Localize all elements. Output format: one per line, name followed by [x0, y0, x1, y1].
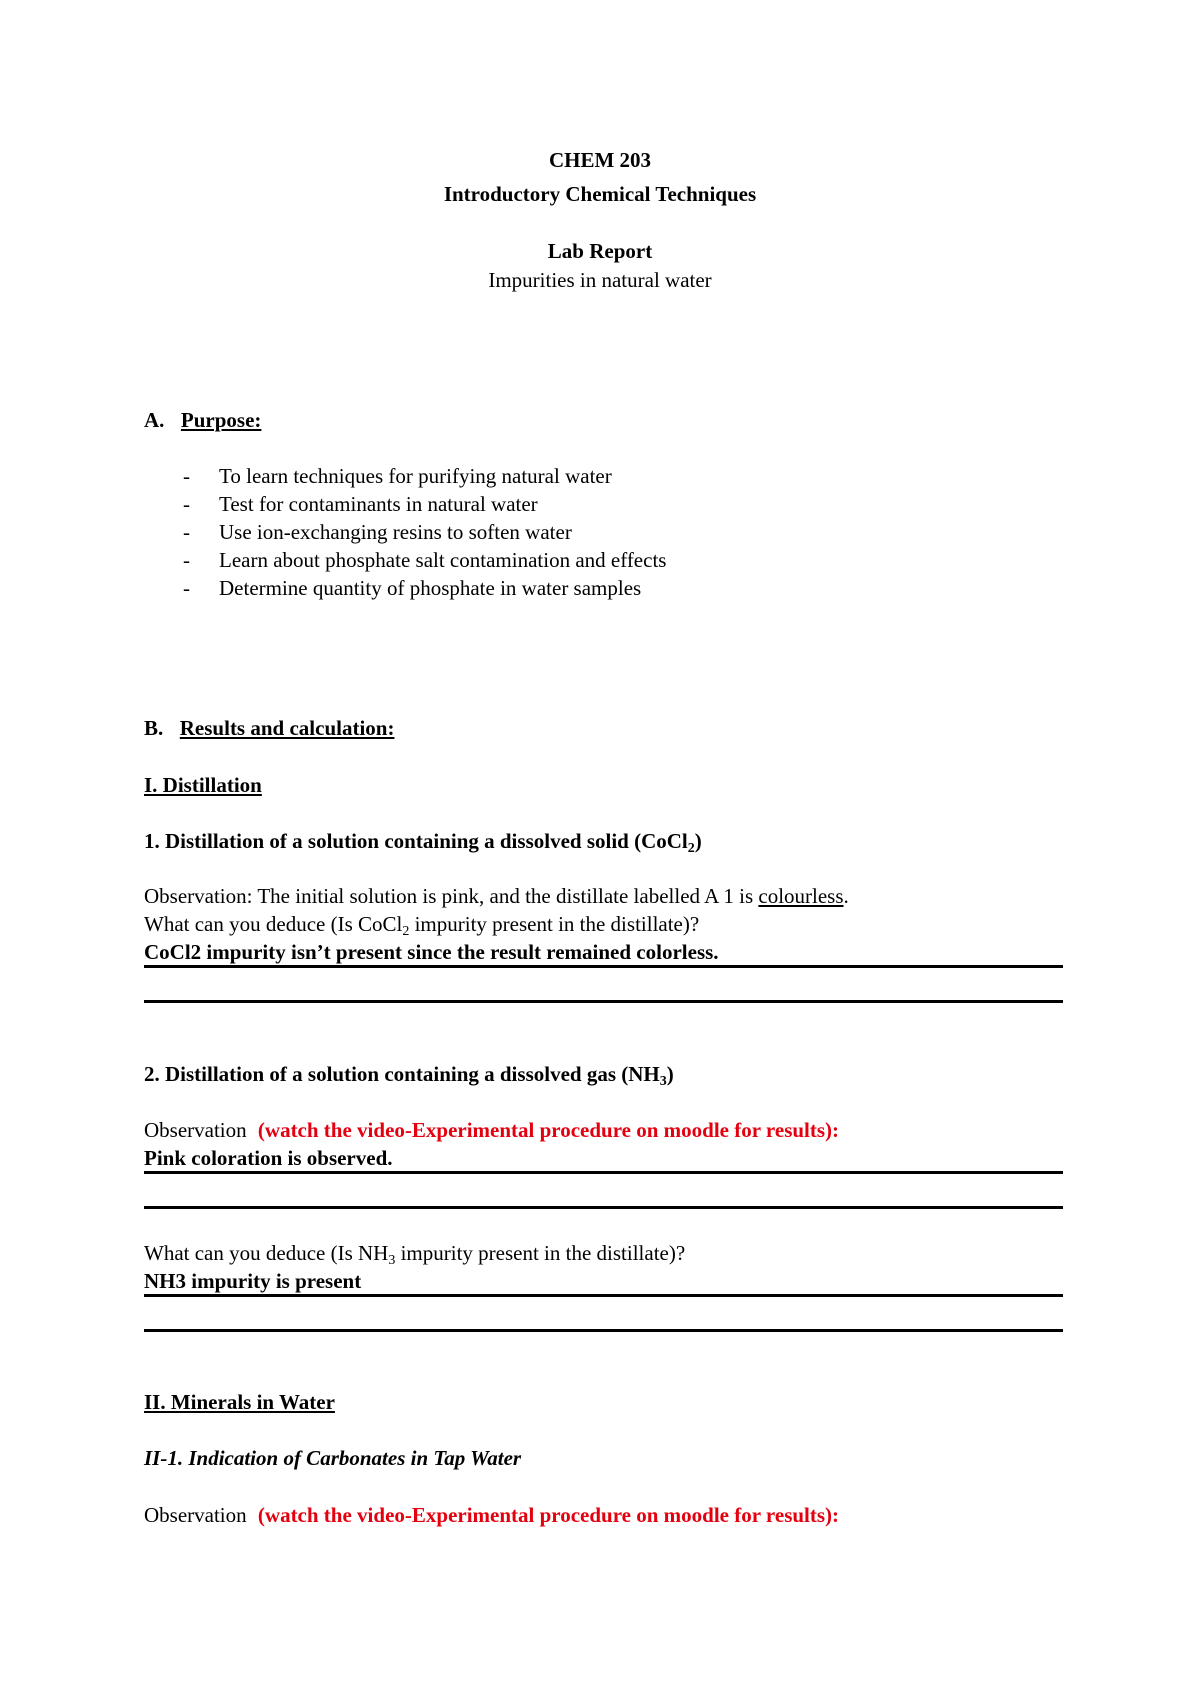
part2-title-text: 2. Distillation of a solution containing a dissolved gas (NH: [144, 1062, 660, 1086]
purpose-item: [183, 550, 666, 571]
part1-observation-text: Observation: The initial solution is pink, and the distillate labelled A 1 is: [144, 884, 759, 908]
part2-observation: [144, 1120, 839, 1141]
part2-title-sub: 3: [659, 1074, 667, 1089]
part2-observation-label: Observation: [144, 1118, 252, 1142]
answer-line: [144, 1294, 1063, 1297]
part1-observation-suffix: .: [843, 884, 849, 908]
minerals-observation: [144, 1505, 839, 1526]
part1-observation-underlined: colourless: [758, 884, 844, 908]
course-code: CHEM 203: [548, 148, 652, 172]
bullet-dash: -: [183, 464, 190, 488]
answer-line: [144, 1000, 1063, 1003]
answer-line: [144, 965, 1063, 968]
part1-title: [144, 831, 702, 856]
part1-title-text: 1. Distillation of a solution containing a dissolved solid (CoCl: [144, 829, 688, 853]
section-a-title: Purpose:: [180, 408, 262, 432]
part1-question: [144, 914, 699, 939]
bullet-dash: -: [183, 492, 190, 516]
part2-question-suffix: impurity present in the distillate)?: [395, 1241, 686, 1265]
part1-title-sub: 2: [687, 841, 695, 856]
section-a-letter: A.: [144, 408, 165, 432]
section-b-letter: B.: [144, 716, 164, 740]
purpose-item-text: Determine quantity of phosphate in water samples: [219, 576, 642, 600]
part1-question-suffix: impurity present in the distillate)?: [409, 912, 700, 936]
section-b-heading: [144, 718, 394, 739]
section-b-title: Results and calculation:: [179, 716, 395, 740]
part1-answer: CoCl2 impurity isn’t present since the result remained colorless.: [144, 940, 719, 964]
purpose-item: [183, 466, 612, 487]
report-topic: Impurities in natural water: [488, 268, 712, 292]
part2-question-text: What can you deduce (Is NH: [144, 1241, 389, 1265]
section-a-heading: [144, 410, 261, 431]
answer-line: [144, 1171, 1063, 1174]
distillation-heading: I. Distillation: [144, 773, 262, 797]
part1-title-suffix: ): [694, 829, 702, 853]
answer-line: [144, 1329, 1063, 1332]
purpose-item-text: Learn about phosphate salt contamination and effects: [219, 548, 667, 572]
purpose-item-text: Test for contaminants in natural water: [219, 492, 538, 516]
part1-question-text: What can you deduce (Is CoCl: [144, 912, 403, 936]
part2-answer: NH3 impurity is present: [144, 1269, 362, 1293]
answer-line: [144, 1206, 1063, 1209]
bullet-dash: -: [183, 576, 190, 600]
report-type: Lab Report: [547, 239, 653, 263]
purpose-item: [183, 522, 572, 543]
purpose-item: [183, 578, 641, 599]
purpose-item-text: Use ion-exchanging resins to soften water: [219, 520, 572, 544]
part2-observation-note: (watch the video-Experimental procedure on moodle for results):: [257, 1118, 840, 1142]
part2-observation-answer: Pink coloration is observed.: [144, 1146, 393, 1170]
bullet-dash: -: [183, 548, 190, 572]
bullet-dash: -: [183, 520, 190, 544]
part2-question-sub: 3: [388, 1253, 396, 1268]
purpose-item-text: To learn techniques for purifying natural water: [219, 464, 612, 488]
part1-observation: [144, 886, 849, 907]
part2-title-suffix: ): [666, 1062, 674, 1086]
part2-title: [144, 1064, 674, 1089]
minerals-observation-label: Observation: [144, 1503, 252, 1527]
purpose-item: [183, 494, 538, 515]
course-title: Introductory Chemical Techniques: [443, 182, 757, 206]
minerals-observation-note: (watch the video-Experimental procedure on moodle for results):: [257, 1503, 840, 1527]
minerals-subheading: II-1. Indication of Carbonates in Tap Water: [144, 1446, 522, 1470]
part1-question-sub: 2: [402, 924, 410, 939]
minerals-heading: II. Minerals in Water: [144, 1390, 335, 1414]
part2-question: [144, 1243, 685, 1268]
